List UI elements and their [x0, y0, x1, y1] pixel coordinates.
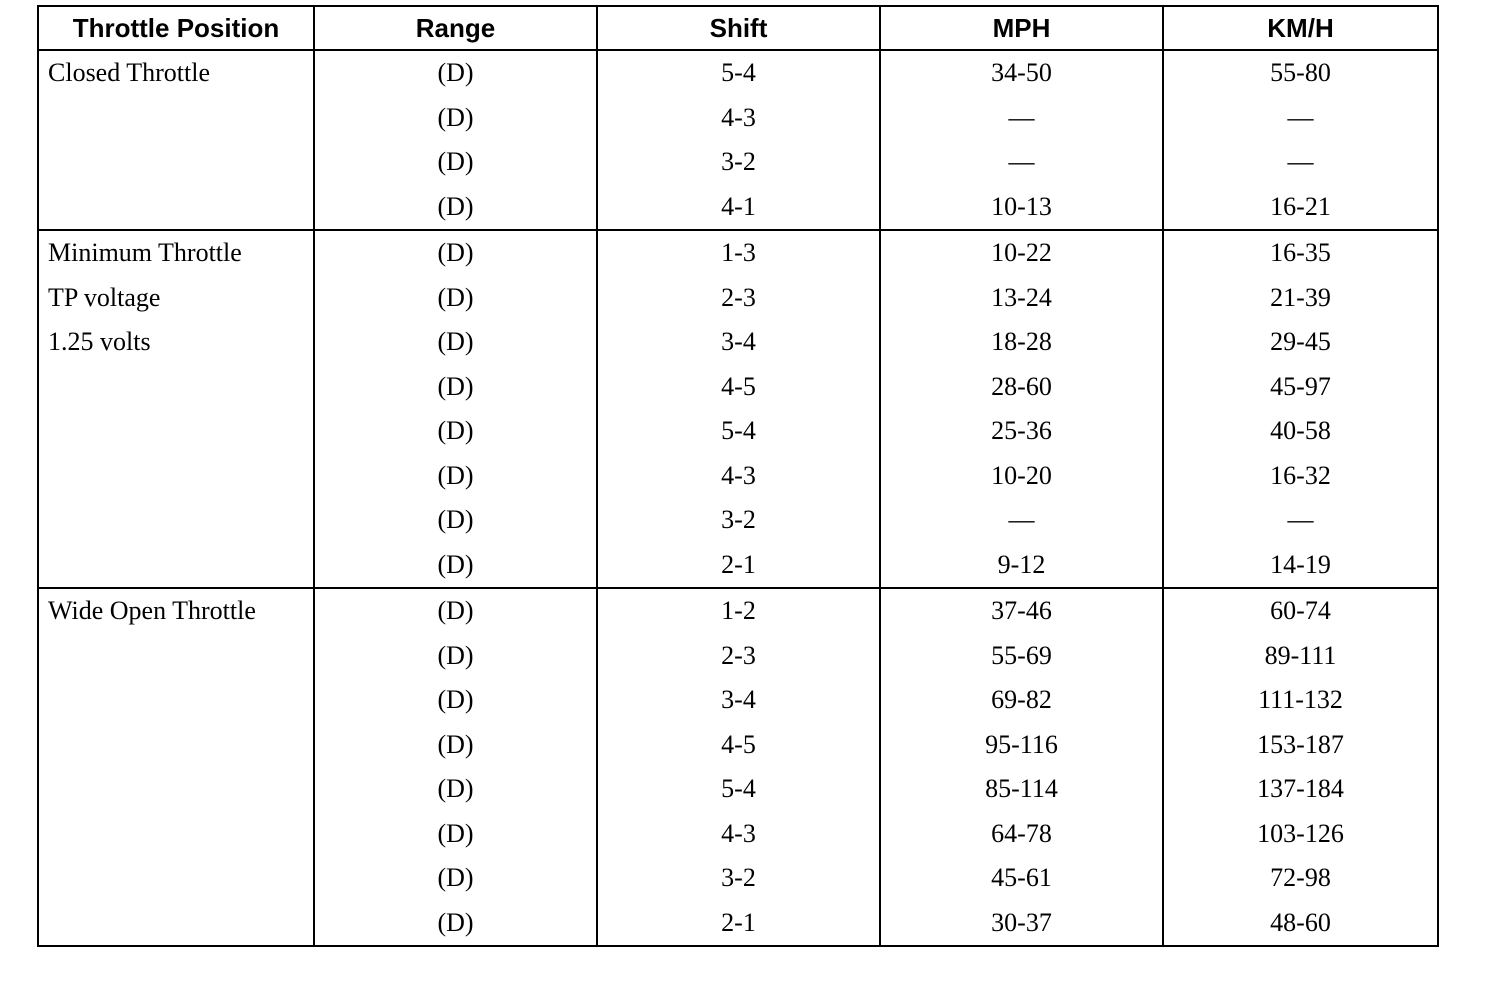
- mph-cell: 18-28: [880, 320, 1163, 365]
- table-row: [38, 767, 1438, 812]
- throttle-position-cell: [38, 454, 314, 499]
- shift-cell: 1-2: [597, 588, 880, 634]
- kmh-cell: 153-187: [1163, 723, 1438, 768]
- mph-cell: —: [880, 140, 1163, 185]
- table-row: [38, 409, 1438, 454]
- throttle-position-cell: Wide Open Throttle: [38, 588, 314, 634]
- throttle-position-cell: [38, 543, 314, 589]
- throttle-position-cell: [38, 723, 314, 768]
- kmh-cell: 45-97: [1163, 365, 1438, 410]
- kmh-cell: 16-32: [1163, 454, 1438, 499]
- table-row: [38, 96, 1438, 141]
- range-cell: (D): [314, 588, 597, 634]
- range-cell: (D): [314, 50, 597, 96]
- table-row: [38, 634, 1438, 679]
- kmh-cell: 48-60: [1163, 901, 1438, 947]
- header-row: [38, 6, 1438, 50]
- throttle-position-cell: [38, 634, 314, 679]
- shift-cell: 2-3: [597, 634, 880, 679]
- mph-cell: 10-13: [880, 185, 1163, 231]
- shift-cell: 4-3: [597, 96, 880, 141]
- kmh-cell: 29-45: [1163, 320, 1438, 365]
- table-row: [38, 365, 1438, 410]
- shift-cell: 4-3: [597, 454, 880, 499]
- mph-cell: 85-114: [880, 767, 1163, 812]
- table-row: [38, 588, 1438, 634]
- throttle-position-cell: [38, 140, 314, 185]
- table-row: [38, 276, 1438, 321]
- table-row: [38, 678, 1438, 723]
- kmh-cell: 60-74: [1163, 588, 1438, 634]
- throttle-position-cell: Closed Throttle: [38, 50, 314, 96]
- mph-cell: 25-36: [880, 409, 1163, 454]
- kmh-cell: 72-98: [1163, 856, 1438, 901]
- kmh-cell: 16-35: [1163, 230, 1438, 276]
- shift-cell: 2-3: [597, 276, 880, 321]
- throttle-position-cell: [38, 409, 314, 454]
- table-row: [38, 723, 1438, 768]
- shift-cell: 4-3: [597, 812, 880, 857]
- shift-cell: 3-2: [597, 498, 880, 543]
- table-body: [38, 50, 1438, 946]
- range-cell: (D): [314, 185, 597, 231]
- shift-cell: 5-4: [597, 409, 880, 454]
- range-cell: (D): [314, 276, 597, 321]
- range-cell: (D): [314, 678, 597, 723]
- table-row: [38, 901, 1438, 947]
- mph-cell: 55-69: [880, 634, 1163, 679]
- shift-cell: 3-4: [597, 678, 880, 723]
- kmh-cell: 137-184: [1163, 767, 1438, 812]
- mph-cell: 95-116: [880, 723, 1163, 768]
- mph-cell: —: [880, 96, 1163, 141]
- kmh-cell: —: [1163, 140, 1438, 185]
- shift-cell: 5-4: [597, 767, 880, 812]
- range-cell: (D): [314, 901, 597, 947]
- throttle-position-cell: [38, 901, 314, 947]
- kmh-cell: —: [1163, 96, 1438, 141]
- table-row: [38, 230, 1438, 276]
- header-throttle-position: Throttle Position: [38, 6, 314, 50]
- shift-cell: 4-5: [597, 723, 880, 768]
- kmh-cell: 111-132: [1163, 678, 1438, 723]
- range-cell: (D): [314, 812, 597, 857]
- mph-cell: 10-20: [880, 454, 1163, 499]
- table-header: [38, 6, 1438, 50]
- kmh-cell: 14-19: [1163, 543, 1438, 589]
- range-cell: (D): [314, 856, 597, 901]
- range-cell: (D): [314, 498, 597, 543]
- table-row: [38, 812, 1438, 857]
- shift-cell: 4-5: [597, 365, 880, 410]
- shift-speed-table: [37, 5, 1439, 947]
- kmh-cell: 16-21: [1163, 185, 1438, 231]
- table-row: [38, 498, 1438, 543]
- table-row: [38, 856, 1438, 901]
- mph-cell: 13-24: [880, 276, 1163, 321]
- range-cell: (D): [314, 767, 597, 812]
- table-row: [38, 185, 1438, 231]
- header-mph: MPH: [880, 6, 1163, 50]
- shift-cell: 3-2: [597, 856, 880, 901]
- table-row: [38, 50, 1438, 96]
- range-cell: (D): [314, 140, 597, 185]
- shift-cell: 4-1: [597, 185, 880, 231]
- range-cell: (D): [314, 96, 597, 141]
- kmh-cell: —: [1163, 498, 1438, 543]
- throttle-position-cell: [38, 678, 314, 723]
- range-cell: (D): [314, 634, 597, 679]
- mph-cell: 45-61: [880, 856, 1163, 901]
- range-cell: (D): [314, 320, 597, 365]
- throttle-position-cell: [38, 365, 314, 410]
- throttle-position-cell: [38, 812, 314, 857]
- mph-cell: 28-60: [880, 365, 1163, 410]
- mph-cell: 30-37: [880, 901, 1163, 947]
- throttle-position-cell: TP voltage: [38, 276, 314, 321]
- range-cell: (D): [314, 230, 597, 276]
- header-range: Range: [314, 6, 597, 50]
- mph-cell: 10-22: [880, 230, 1163, 276]
- shift-cell: 2-1: [597, 543, 880, 589]
- range-cell: (D): [314, 543, 597, 589]
- throttle-position-cell: [38, 185, 314, 231]
- mph-cell: —: [880, 498, 1163, 543]
- kmh-cell: 103-126: [1163, 812, 1438, 857]
- mph-cell: 9-12: [880, 543, 1163, 589]
- mph-cell: 34-50: [880, 50, 1163, 96]
- throttle-position-cell: [38, 498, 314, 543]
- range-cell: (D): [314, 454, 597, 499]
- shift-cell: 3-4: [597, 320, 880, 365]
- shift-cell: 2-1: [597, 901, 880, 947]
- range-cell: (D): [314, 723, 597, 768]
- shift-cell: 3-2: [597, 140, 880, 185]
- range-cell: (D): [314, 365, 597, 410]
- table-row: [38, 140, 1438, 185]
- throttle-position-cell: [38, 96, 314, 141]
- shift-cell: 1-3: [597, 230, 880, 276]
- throttle-position-cell: Minimum Throttle: [38, 230, 314, 276]
- throttle-position-cell: 1.25 volts: [38, 320, 314, 365]
- mph-cell: 69-82: [880, 678, 1163, 723]
- table-row: [38, 543, 1438, 589]
- kmh-cell: 40-58: [1163, 409, 1438, 454]
- header-shift: Shift: [597, 6, 880, 50]
- mph-cell: 37-46: [880, 588, 1163, 634]
- kmh-cell: 21-39: [1163, 276, 1438, 321]
- mph-cell: 64-78: [880, 812, 1163, 857]
- kmh-cell: 55-80: [1163, 50, 1438, 96]
- table-row: [38, 320, 1438, 365]
- header-kmh: KM/H: [1163, 6, 1438, 50]
- table-row: [38, 454, 1438, 499]
- kmh-cell: 89-111: [1163, 634, 1438, 679]
- range-cell: (D): [314, 409, 597, 454]
- shift-cell: 5-4: [597, 50, 880, 96]
- throttle-position-cell: [38, 767, 314, 812]
- throttle-position-cell: [38, 856, 314, 901]
